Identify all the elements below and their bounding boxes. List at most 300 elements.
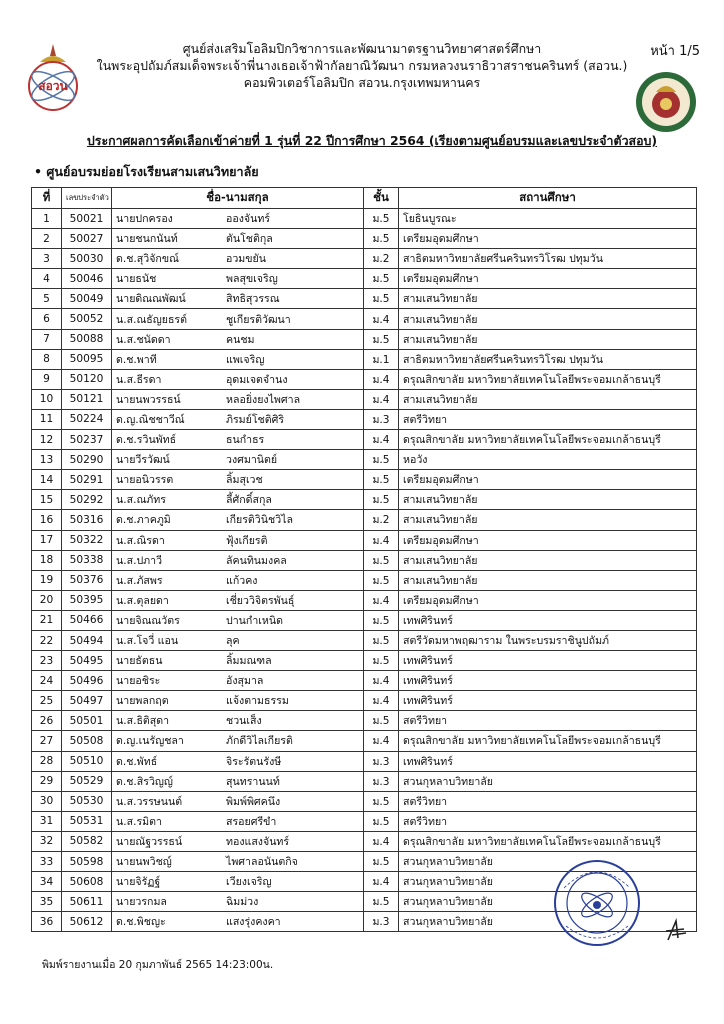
column-header-name: ชื่อ-นามสกุล [112, 188, 364, 209]
column-header-school: สถานศึกษา [399, 188, 697, 209]
table-row [32, 309, 697, 329]
announcement-title: ประกาศผลการคัดเลือกเข้าค่ายที่ 1 รุ่นที่ 22 ปีการศึกษา 2564 (เรียงตามศูนย์อบรมและเลขประจำตัวสอบ) [86, 133, 658, 148]
exam-code: 50466 [62, 610, 112, 630]
last-name: ภิรมย์โชติศิริ [226, 413, 285, 426]
first-name: ด.ช.รวินพัทธ์ [116, 434, 177, 447]
column-header-no: ที่ [32, 188, 62, 209]
exam-code: 50530 [62, 791, 112, 811]
exam-code: 50608 [62, 872, 112, 892]
first-name: นายวีรวัฒน์ [116, 454, 170, 467]
table-row [32, 209, 697, 229]
student-name [112, 369, 364, 389]
table-row [32, 791, 697, 811]
first-name: นายจิณณวัตร [116, 614, 180, 627]
student-name [112, 349, 364, 369]
table-row [32, 691, 697, 711]
grade-level: ม.5 [364, 329, 399, 349]
row-number: 31 [32, 811, 62, 831]
grade-level: ม.4 [364, 430, 399, 450]
grade-level: ม.5 [364, 651, 399, 671]
first-name: น.ส.รมิตา [116, 815, 162, 828]
school-name: หอวัง [399, 450, 697, 470]
exam-code: 50395 [62, 590, 112, 610]
school-name: เทพศิรินทร์ [399, 691, 697, 711]
student-name [112, 329, 364, 349]
student-name [112, 711, 364, 731]
last-name: แสงรุ่งคงคา [226, 916, 281, 929]
grade-level: ม.3 [364, 751, 399, 771]
table-header-row [32, 188, 697, 209]
row-number: 14 [32, 470, 62, 490]
grade-level: ม.5 [364, 550, 399, 570]
last-name: เชี่ยววิจิตรพันธุ์ [226, 594, 295, 607]
first-name: ด.ช.พาที [116, 353, 157, 366]
grade-level: ม.5 [364, 852, 399, 872]
grade-level: ม.4 [364, 731, 399, 751]
student-name [112, 771, 364, 791]
grade-level: ม.5 [364, 570, 399, 590]
exam-code: 50376 [62, 570, 112, 590]
last-name: ชวนเส็ง [226, 715, 262, 728]
last-name: ลัคนทินมงคล [226, 554, 287, 567]
last-name: ลิ้มมณฑล [226, 655, 272, 668]
grade-level: ม.5 [364, 610, 399, 630]
school-name: สาธิตมหาวิทยาลัยศรีนครินทรวิโรฒ ปทุมวัน [399, 349, 697, 369]
table-row [32, 450, 697, 470]
student-name [112, 269, 364, 289]
first-name: น.ส.ณิรดา [116, 534, 165, 547]
table-row [32, 811, 697, 831]
school-name: เตรียมอุดมศึกษา [399, 229, 697, 249]
student-name [112, 872, 364, 892]
row-number: 2 [32, 229, 62, 249]
grade-level: ม.5 [364, 711, 399, 731]
last-name: อองจันทร์ [226, 213, 271, 226]
school-name: ดรุณสิกขาลัย มหาวิทยาลัยเทคโนโลยีพระจอมเกล้าธนบุรี [399, 731, 697, 751]
school-name: สาธิตมหาวิทยาลัยศรีนครินทรวิโรฒ ปทุมวัน [399, 249, 697, 269]
exam-code: 50322 [62, 530, 112, 550]
row-number: 8 [32, 349, 62, 369]
school-name: สามเสนวิทยาลัย [399, 550, 697, 570]
exam-code: 50496 [62, 671, 112, 691]
exam-code: 50510 [62, 751, 112, 771]
exam-code: 50224 [62, 409, 112, 429]
exam-code: 50598 [62, 852, 112, 872]
table-row [32, 630, 697, 650]
signature-mark [664, 918, 688, 944]
grade-level: ม.5 [364, 490, 399, 510]
student-name [112, 892, 364, 912]
exam-code: 50052 [62, 309, 112, 329]
first-name: ด.ช.พัทธ์ [116, 755, 158, 768]
row-number: 12 [32, 430, 62, 450]
row-number: 22 [32, 630, 62, 650]
exam-code: 50531 [62, 811, 112, 831]
grade-level: ม.2 [364, 249, 399, 269]
table-row [32, 831, 697, 851]
row-number: 6 [32, 309, 62, 329]
last-name: หลอยิ่งยงไพศาล [226, 393, 301, 406]
last-name: แจ้งตามธรรม [226, 695, 289, 708]
first-name: น.ส.โจวี่ แอน [116, 635, 179, 648]
first-name: นายพลกฤต [116, 695, 169, 708]
school-name: สามเสนวิทยาลัย [399, 389, 697, 409]
last-name: ตันโชติกุล [226, 233, 273, 246]
grade-level: ม.3 [364, 409, 399, 429]
exam-code: 50046 [62, 269, 112, 289]
school-name: สตรีวิทยา [399, 711, 697, 731]
row-number: 29 [32, 771, 62, 791]
student-name [112, 430, 364, 450]
exam-code: 50088 [62, 329, 112, 349]
first-name: นายอนิวรรต [116, 474, 174, 487]
school-name: ดรุณสิกขาลัย มหาวิทยาลัยเทคโนโลยีพระจอมเกล้าธนบุรี [399, 831, 697, 851]
row-number: 25 [32, 691, 62, 711]
row-number: 27 [32, 731, 62, 751]
last-name: ภักดีวิไลเกียรติ [226, 735, 293, 748]
first-name: นายวรกมล [116, 896, 167, 909]
grade-level: ม.5 [364, 269, 399, 289]
grade-level: ม.4 [364, 309, 399, 329]
table-row [32, 530, 697, 550]
row-number: 10 [32, 389, 62, 409]
table-row [32, 510, 697, 530]
grade-level: ม.5 [364, 892, 399, 912]
last-name: สรอยศรีขำ [226, 815, 277, 828]
row-number: 13 [32, 450, 62, 470]
last-name: ลิ้มสุเวช [226, 474, 263, 487]
table-row [32, 329, 697, 349]
student-name [112, 852, 364, 872]
first-name: น.ส.ณธัญยธรต์ [116, 313, 188, 326]
school-name: สามเสนวิทยาลัย [399, 309, 697, 329]
last-name: ไพศาลอนันตกิจ [226, 856, 298, 869]
exam-code: 50582 [62, 831, 112, 851]
row-number: 24 [32, 671, 62, 691]
exam-code: 50611 [62, 892, 112, 912]
last-name: วงศมานิตย์ [226, 454, 278, 467]
exam-code: 50027 [62, 229, 112, 249]
column-header-code: เลขประจำตัว [62, 188, 112, 209]
row-number: 30 [32, 791, 62, 811]
table-row [32, 289, 697, 309]
student-name [112, 450, 364, 470]
grade-level: ม.4 [364, 389, 399, 409]
grade-level: ม.2 [364, 510, 399, 530]
first-name: ด.ญ.เนรัญชลา [116, 735, 184, 748]
row-number: 32 [32, 831, 62, 851]
student-name [112, 209, 364, 229]
last-name: ฉิมม่วง [226, 896, 259, 909]
school-name: เตรียมอุดมศึกษา [399, 530, 697, 550]
student-name [112, 912, 364, 932]
table-row [32, 349, 697, 369]
first-name: ด.ญ.ณิชชาวีณ์ [116, 413, 185, 426]
exam-code: 50120 [62, 369, 112, 389]
table-row [32, 369, 697, 389]
school-name: สวนกุหลาบวิทยาลัย [399, 852, 697, 872]
grade-level: ม.5 [364, 811, 399, 831]
first-name: น.ส.วรรษนนต์ [116, 795, 183, 808]
grade-level: ม.3 [364, 771, 399, 791]
row-number: 5 [32, 289, 62, 309]
last-name: อังสุมาล [226, 675, 264, 688]
row-number: 16 [32, 510, 62, 530]
first-name: น.ส.ภัสพร [116, 574, 163, 587]
student-name [112, 791, 364, 811]
exam-code: 50497 [62, 691, 112, 711]
row-number: 7 [32, 329, 62, 349]
exam-code: 50529 [62, 771, 112, 791]
exam-code: 50290 [62, 450, 112, 470]
grade-level: ม.5 [364, 209, 399, 229]
table-row [32, 711, 697, 731]
school-name: เทพศิรินทร์ [399, 610, 697, 630]
school-name: เทพศิรินทร์ [399, 651, 697, 671]
student-name [112, 751, 364, 771]
student-name [112, 389, 364, 409]
exam-code: 50495 [62, 651, 112, 671]
first-name: น.ส.ตุลยดา [116, 594, 169, 607]
table-row [32, 389, 697, 409]
table-row [32, 490, 697, 510]
first-name: นายจิรัฏฐ์ [116, 876, 161, 889]
last-name: ฟุ้งเกียรติ [226, 534, 268, 547]
svg-text:สอวน: สอวน [38, 79, 68, 93]
exam-code: 50021 [62, 209, 112, 229]
school-name: โยธินบูรณะ [399, 209, 697, 229]
row-number: 23 [32, 651, 62, 671]
grade-level: ม.4 [364, 691, 399, 711]
table-row [32, 610, 697, 630]
student-name [112, 831, 364, 851]
grade-level: ม.5 [364, 289, 399, 309]
school-name: สามเสนวิทยาลัย [399, 570, 697, 590]
student-name [112, 671, 364, 691]
table-row [32, 751, 697, 771]
grade-level: ม.5 [364, 791, 399, 811]
student-name [112, 731, 364, 751]
student-name [112, 409, 364, 429]
grade-level: ม.1 [364, 349, 399, 369]
last-name: เกียรติวินิชวิไล [226, 514, 293, 527]
exam-code: 50237 [62, 430, 112, 450]
table-row [32, 671, 697, 691]
header-line-2: ในพระอุปถัมภ์สมเด็จพระเจ้าพี่นางเธอเจ้าฟ้ากัลยาณิวัฒนา กรมหลวงนราธิวาสราชนครินทร์ (สอวน.) [96, 58, 628, 73]
first-name: น.ส.ธิติสุดา [116, 715, 170, 728]
exam-code: 50501 [62, 711, 112, 731]
table-row [32, 470, 697, 490]
header-line-3: คอมพิวเตอร์โอลิมปิก สอวน.กรุงเทพมหานคร [243, 75, 481, 90]
row-number: 36 [32, 912, 62, 932]
school-emblem-right [634, 70, 698, 134]
school-name: สวนกุหลาบวิทยาลัย [399, 892, 697, 912]
grade-level: ม.4 [364, 831, 399, 851]
last-name: เวียงเจริญ [226, 876, 272, 889]
school-name: สามเสนวิทยาลัย [399, 510, 697, 530]
row-number: 20 [32, 590, 62, 610]
last-name: พิมพ์พิศคนึง [226, 795, 281, 808]
school-name: สามเสนวิทยาลัย [399, 289, 697, 309]
student-name [112, 530, 364, 550]
school-name: สตรีวิทยา [399, 791, 697, 811]
table-row [32, 771, 697, 791]
school-name: สวนกุหลาบวิทยาลัย [399, 771, 697, 791]
exam-code: 50508 [62, 731, 112, 751]
last-name: พลสุขเจริญ [226, 273, 278, 286]
column-header-grade: ชั้น [364, 188, 399, 209]
first-name: นายชนกนันท์ [116, 233, 178, 246]
row-number: 34 [32, 872, 62, 892]
last-name: อวมขยัน [226, 253, 266, 266]
row-number: 15 [32, 490, 62, 510]
row-number: 28 [32, 751, 62, 771]
table-row [32, 550, 697, 570]
grade-level: ม.5 [364, 229, 399, 249]
first-name: น.ส.ณภัทร [116, 494, 166, 507]
first-name: น.ส.ปภาวี [116, 554, 163, 567]
row-number: 1 [32, 209, 62, 229]
header-line-1: ศูนย์ส่งเสริมโอลิมปิกวิชาการและพัฒนามาตรฐานวิทยาศาสตร์ศึกษา [182, 41, 542, 56]
first-name: น.ส.ชนัดดา [116, 333, 171, 346]
first-name: น.ส.ธีรดา [116, 373, 162, 386]
exam-code: 50612 [62, 912, 112, 932]
exam-code: 50095 [62, 349, 112, 369]
row-number: 9 [32, 369, 62, 389]
school-name: เตรียมอุดมศึกษา [399, 470, 697, 490]
student-name [112, 590, 364, 610]
row-number: 4 [32, 269, 62, 289]
last-name: ปานกำเหนิด [226, 614, 284, 627]
row-number: 21 [32, 610, 62, 630]
school-name: สามเสนวิทยาลัย [399, 490, 697, 510]
row-number: 33 [32, 852, 62, 872]
grade-level: ม.5 [364, 630, 399, 650]
table-row [32, 269, 697, 289]
school-name: เทพศิรินทร์ [399, 751, 697, 771]
table-body [32, 209, 697, 932]
row-number: 35 [32, 892, 62, 912]
row-number: 18 [32, 550, 62, 570]
last-name: จิระรัตนรังษี [226, 755, 282, 768]
first-name: นายนพวรรธน์ [116, 393, 181, 406]
first-name: นายอชิระ [116, 675, 161, 688]
exam-code: 50291 [62, 470, 112, 490]
grade-level: ม.3 [364, 912, 399, 932]
last-name: แก้วคง [226, 574, 258, 587]
first-name: นายณัฐวรรธน์ [116, 835, 183, 848]
student-name [112, 510, 364, 530]
first-name: นายธนัช [116, 273, 157, 286]
grade-level: ม.5 [364, 470, 399, 490]
table-row [32, 731, 697, 751]
school-name: สตรีวัดมหาพฤฒาราม ในพระบรมราชินูปถัมภ์ [399, 630, 697, 650]
grade-level: ม.4 [364, 530, 399, 550]
grade-level: ม.4 [364, 872, 399, 892]
exam-code: 50338 [62, 550, 112, 570]
page-number: หน้า 1/5 [650, 44, 700, 59]
exam-code: 50030 [62, 249, 112, 269]
grade-level: ม.4 [364, 369, 399, 389]
last-name: แพเจริญ [226, 353, 265, 366]
row-number: 17 [32, 530, 62, 550]
school-name: ดรุณสิกขาลัย มหาวิทยาลัยเทคโนโลยีพระจอมเกล้าธนบุรี [399, 369, 697, 389]
exam-code: 50292 [62, 490, 112, 510]
student-name [112, 470, 364, 490]
school-name: สวนกุหลาบวิทยาลัย [399, 912, 697, 932]
first-name: นายนพวิชญ์ [116, 856, 172, 869]
table-row [32, 409, 697, 429]
school-name: เตรียมอุดมศึกษา [399, 269, 697, 289]
last-name: อุดมเจตจำนง [226, 373, 288, 386]
last-name: สิทธิสุวรรณ [226, 293, 280, 306]
student-name [112, 309, 364, 329]
training-center-title: • ศูนย์อบรมย่อยโรงเรียนสามเสนวิทยาลัย [34, 164, 259, 179]
student-name [112, 490, 364, 510]
table-row [32, 590, 697, 610]
school-name: เตรียมอุดมศึกษา [399, 590, 697, 610]
exam-code: 50049 [62, 289, 112, 309]
first-name: ด.ช.ภาคภูมิ [116, 514, 171, 527]
table-row [32, 570, 697, 590]
school-name: เทพศิรินทร์ [399, 671, 697, 691]
student-name [112, 651, 364, 671]
student-name [112, 811, 364, 831]
first-name: นายปกครอง [116, 213, 173, 226]
student-name [112, 229, 364, 249]
first-name: นายธัตธน [116, 655, 163, 668]
last-name: ชูเกียรติวัฒนา [226, 313, 291, 326]
student-name [112, 691, 364, 711]
exam-code: 50316 [62, 510, 112, 530]
document-header [90, 40, 634, 91]
table-row [32, 229, 697, 249]
school-name: สตรีวิทยา [399, 811, 697, 831]
official-stamp [552, 858, 642, 948]
row-number: 3 [32, 249, 62, 269]
exam-code: 50121 [62, 389, 112, 409]
grade-level: ม.5 [364, 450, 399, 470]
row-number: 26 [32, 711, 62, 731]
print-timestamp: พิมพ์รายงานเมื่อ 20 กุมภาพันธ์ 2565 14:23:00น. [42, 959, 274, 971]
school-name: สตรีวิทยา [399, 409, 697, 429]
student-name [112, 550, 364, 570]
exam-code: 50494 [62, 630, 112, 650]
last-name: ธนกำธร [226, 434, 265, 447]
last-name: ทองแสงจันทร์ [226, 835, 290, 848]
student-name [112, 249, 364, 269]
last-name: ลุค [226, 635, 240, 648]
student-name [112, 570, 364, 590]
posn-logo-left [22, 42, 84, 114]
table-row [32, 651, 697, 671]
row-number: 11 [32, 409, 62, 429]
last-name: สุนทรานนท์ [226, 775, 280, 788]
school-name: สามเสนวิทยาลัย [399, 329, 697, 349]
grade-level: ม.4 [364, 590, 399, 610]
first-name: นายดิณณพัฒน์ [116, 293, 186, 306]
table-row [32, 249, 697, 269]
table-row [32, 430, 697, 450]
school-name: สวนกุหลาบวิทยาลัย [399, 872, 697, 892]
student-name [112, 289, 364, 309]
last-name: คนชม [226, 333, 255, 346]
row-number: 19 [32, 570, 62, 590]
student-name [112, 610, 364, 630]
first-name: ด.ช.สิรวิญญ์ [116, 775, 173, 788]
results-table [31, 187, 697, 932]
grade-level: ม.4 [364, 671, 399, 691]
